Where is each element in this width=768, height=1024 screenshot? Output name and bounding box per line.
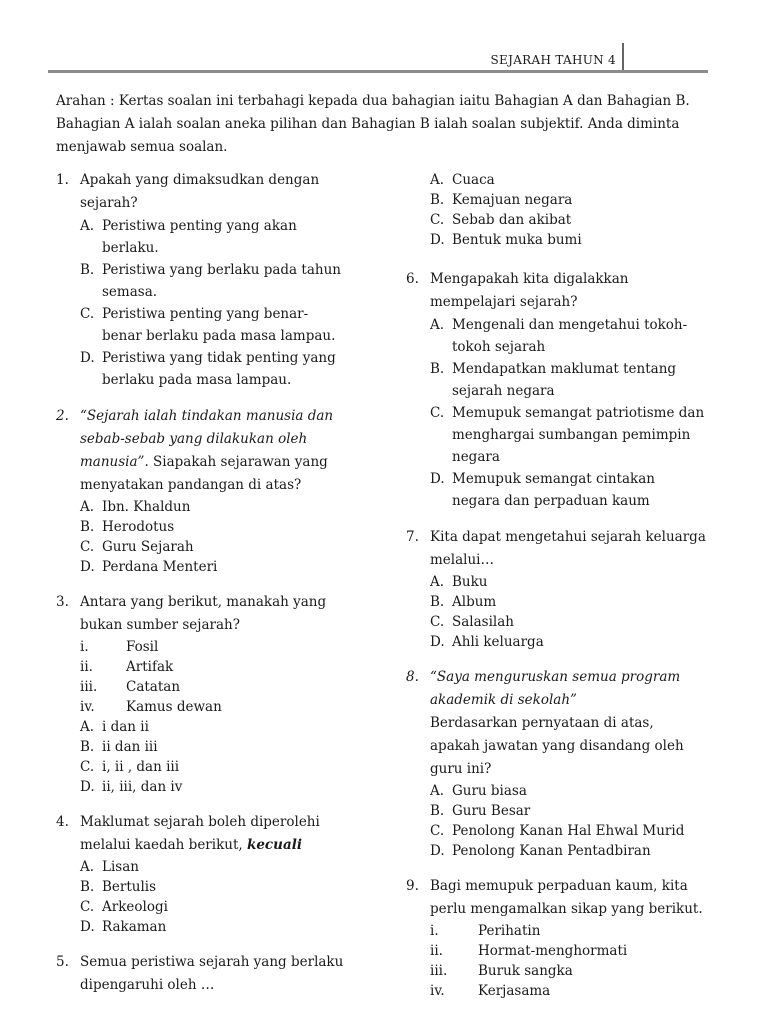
option-letter: A.: [430, 783, 445, 799]
option-text: Arkeologi: [102, 899, 168, 915]
option-a[interactable]: [80, 215, 348, 259]
header-rule: [48, 70, 708, 73]
option-text: Memupuk semangat cintakan negara dan perpaduan kaum: [452, 471, 655, 509]
question-number: 1.: [56, 172, 69, 188]
list-item: [80, 697, 348, 717]
question-number: 3.: [56, 594, 69, 610]
question-quote: “Sejarah ialah tindakan manusia dan sebab-sebab yang dilakukan oleh manusia”: [80, 408, 334, 470]
item-numeral: iii.: [430, 963, 448, 979]
option-letter: B.: [430, 361, 445, 377]
option-a[interactable]: [430, 781, 706, 801]
option-text: Peristiwa yang berlaku pada tahun semasa.: [102, 262, 341, 300]
question-number: 8.: [406, 669, 419, 685]
option-text: Peristiwa yang tidak penting yang berlaku pada masa lampau.: [102, 350, 336, 388]
option-text: Bentuk muka bumi: [452, 232, 582, 248]
instructions: Arahan : Kertas soalan ini terbahagi kepada dua bahagian iaitu Bahagian A dan Bahagian B. Bahagian A ialah soalan aneka pilihan dan Bahagian B ialah soalan subjektif. Anda diminta menjawab semua soalan.: [56, 93, 690, 155]
option-letter: B.: [430, 192, 445, 208]
option-c[interactable]: [430, 612, 706, 632]
option-text: Cuaca: [452, 172, 495, 188]
option-c[interactable]: [80, 537, 348, 557]
option-letter: D.: [430, 634, 445, 650]
option-text: Kemajuan negara: [452, 192, 573, 208]
option-c[interactable]: [80, 897, 348, 917]
question-number: 2.: [56, 408, 69, 424]
question-number: 7.: [406, 529, 419, 545]
option-c[interactable]: [430, 821, 706, 841]
option-text: Peristiwa penting yang akan berlaku.: [102, 218, 297, 256]
question-text: [80, 811, 348, 857]
option-text: Perdana Menteri: [102, 559, 218, 575]
option-d[interactable]: [430, 468, 706, 512]
options: [80, 857, 348, 937]
roman-list: [80, 637, 348, 717]
list-item: [430, 981, 706, 1001]
question-text: [430, 666, 706, 781]
list-item: [430, 921, 706, 941]
option-letter: B.: [80, 739, 95, 755]
option-text: i, ii , dan iii: [102, 759, 180, 775]
question-number: 6.: [406, 271, 419, 287]
list-item: [80, 637, 348, 657]
option-a[interactable]: [80, 717, 348, 737]
list-item: [430, 961, 706, 981]
option-b[interactable]: [430, 801, 706, 821]
question-7: [406, 526, 706, 652]
option-b[interactable]: [80, 259, 348, 303]
option-letter: A.: [430, 317, 445, 333]
option-letter: C.: [80, 899, 95, 915]
option-letter: A.: [430, 172, 445, 188]
option-d[interactable]: [430, 632, 706, 652]
option-a[interactable]: [80, 497, 348, 517]
right-column: [406, 169, 706, 1015]
option-text: Bertulis: [102, 879, 157, 895]
option-text: Lisan: [102, 859, 139, 875]
item-text: Hormat-menghormati: [478, 943, 628, 959]
option-text: Rakaman: [102, 919, 167, 935]
option-letter: A.: [80, 499, 95, 515]
options: [80, 215, 348, 391]
option-letter: D.: [80, 559, 95, 575]
option-letter: C.: [80, 759, 95, 775]
option-a[interactable]: [430, 170, 706, 190]
option-c[interactable]: [80, 303, 348, 347]
option-d[interactable]: [80, 557, 348, 577]
item-numeral: i.: [430, 923, 439, 939]
item-numeral: ii.: [430, 943, 443, 959]
left-column: [56, 169, 348, 1011]
question-text: Kita dapat mengetahui sejarah keluarga melalui…: [430, 529, 706, 568]
option-text: Album: [452, 594, 497, 610]
option-text: ii, iii, dan iv: [102, 779, 183, 795]
option-c[interactable]: [430, 210, 706, 230]
option-letter: D.: [80, 919, 95, 935]
option-text: Mengenali dan mengetahui tokoh-tokoh sejarah: [452, 317, 688, 355]
question-text: Apakah yang dimaksudkan dengan sejarah?: [80, 172, 320, 211]
question-5-options: [406, 170, 706, 250]
list-item: [430, 941, 706, 961]
option-text: Sebab dan akibat: [452, 212, 572, 228]
option-d[interactable]: [430, 841, 706, 861]
option-letter: C.: [430, 823, 445, 839]
question-prompt: Berdasarkan pernyataan di atas, apakah jawatan yang disandang oleh guru ini?: [430, 715, 684, 777]
option-b[interactable]: [80, 737, 348, 757]
option-letter: C.: [430, 614, 445, 630]
item-text: Fosil: [126, 639, 159, 655]
option-text: Mendapatkan maklumat tentang sejarah negara: [452, 361, 677, 399]
option-b[interactable]: [80, 877, 348, 897]
option-d[interactable]: [80, 347, 348, 391]
options: [430, 781, 706, 861]
option-b[interactable]: [430, 358, 706, 402]
question-text: Semua peristiwa sejarah yang berlaku dipengaruhi oleh …: [80, 954, 344, 993]
question-9: [406, 875, 706, 1001]
question-prompt: . Siapakah sejarawan yang menyatakan pandangan di atas?: [80, 454, 328, 493]
option-b[interactable]: [430, 190, 706, 210]
option-text: Penolong Kanan Hal Ehwal Murid: [452, 823, 685, 839]
question-1: [56, 169, 348, 391]
option-letter: D.: [430, 232, 445, 248]
question-prompt: Maklumat sejarah boleh diperolehi melalui kaedah berikut,: [80, 814, 320, 853]
option-text: Ahli keluarga: [452, 634, 544, 650]
question-text: [80, 405, 348, 497]
option-letter: B.: [430, 594, 445, 610]
option-text: Penolong Kanan Pentadbiran: [452, 843, 651, 859]
question-2: [56, 405, 348, 577]
roman-list: [430, 921, 706, 1001]
options: [430, 170, 706, 250]
option-text: Guru biasa: [452, 783, 527, 799]
option-d[interactable]: [80, 917, 348, 937]
options: [430, 314, 706, 512]
option-a[interactable]: [430, 314, 706, 358]
question-5: [56, 951, 348, 997]
item-numeral: ii.: [80, 659, 93, 675]
option-a[interactable]: [430, 572, 706, 592]
option-letter: C.: [430, 405, 445, 421]
item-text: Artifak: [126, 659, 174, 675]
option-d[interactable]: [80, 777, 348, 797]
question-text: Antara yang berikut, manakah yang bukan sumber sejarah?: [80, 594, 327, 633]
item-text: Kamus dewan: [126, 699, 222, 715]
item-numeral: i.: [80, 639, 89, 655]
option-text: Guru Sejarah: [102, 539, 194, 555]
question-number: 9.: [406, 878, 419, 894]
option-letter: B.: [80, 879, 95, 895]
option-b[interactable]: [80, 517, 348, 537]
option-text: Ibn. Khaldun: [102, 499, 191, 515]
option-text: Memupuk semangat patriotisme dan menghargai sumbangan pemimpin negara: [452, 405, 705, 465]
option-letter: A.: [80, 218, 95, 234]
question-quote: “Saya menguruskan semua program akademik di sekolah”: [430, 669, 681, 708]
options: [430, 572, 706, 652]
question-3: [56, 591, 348, 797]
option-letter: D.: [430, 843, 445, 859]
subject-title: SEJARAH TAHUN 4: [490, 53, 616, 67]
option-letter: D.: [430, 471, 445, 487]
list-item: [80, 677, 348, 697]
question-number: 5.: [56, 954, 69, 970]
option-b[interactable]: [430, 592, 706, 612]
option-text: Salasilah: [452, 614, 514, 630]
question-8: [406, 666, 706, 861]
option-text: i dan ii: [102, 719, 149, 735]
option-a[interactable]: [80, 857, 348, 877]
page-header: [48, 43, 708, 73]
option-text: ii dan iii: [102, 739, 158, 755]
option-d[interactable]: [430, 230, 706, 250]
option-text: Buku: [452, 574, 488, 590]
option-letter: B.: [430, 803, 445, 819]
item-numeral: iv.: [430, 983, 445, 999]
option-letter: D.: [80, 779, 95, 795]
item-numeral: iii.: [80, 679, 98, 695]
option-letter: A.: [80, 719, 95, 735]
item-text: Kerjasama: [478, 983, 551, 999]
option-letter: D.: [80, 350, 95, 366]
question-number: 4.: [56, 814, 69, 830]
option-text: Guru Besar: [452, 803, 531, 819]
option-letter: C.: [430, 212, 445, 228]
header-divider: [622, 43, 624, 72]
option-letter: B.: [80, 519, 95, 535]
option-text: Peristiwa penting yang benar-benar berlaku pada masa lampau.: [102, 306, 336, 344]
emphasis-word: kecuali: [246, 837, 302, 853]
question-4: [56, 811, 348, 937]
option-c[interactable]: [430, 402, 706, 468]
option-letter: A.: [80, 859, 95, 875]
question-6: [406, 268, 706, 512]
question-text: Mengapakah kita digalakkan mempelajari sejarah?: [430, 271, 629, 310]
list-item: [80, 657, 348, 677]
option-text: Herodotus: [102, 519, 175, 535]
option-letter: C.: [80, 539, 95, 555]
options: [80, 717, 348, 797]
option-letter: C.: [80, 306, 95, 322]
item-text: Perihatin: [478, 923, 541, 939]
item-numeral: iv.: [80, 699, 95, 715]
options: [80, 497, 348, 577]
option-letter: B.: [80, 262, 95, 278]
option-letter: A.: [430, 574, 445, 590]
item-text: Buruk sangka: [478, 963, 573, 979]
question-text: Bagi memupuk perpaduan kaum, kita perlu mengamalkan sikap yang berikut.: [430, 878, 703, 917]
option-c[interactable]: [80, 757, 348, 777]
item-text: Catatan: [126, 679, 181, 695]
